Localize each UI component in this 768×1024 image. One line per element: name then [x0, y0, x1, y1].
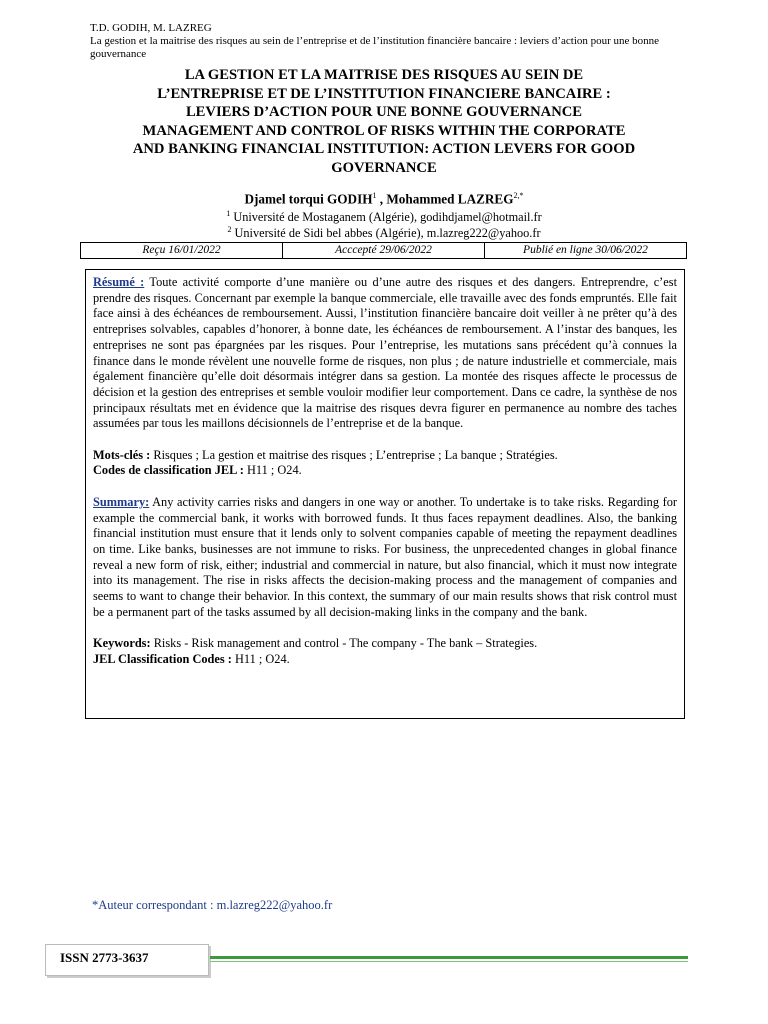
- resume-text: Toute activité comporte d’une manière ou d’une autre des risques et des dangers. Entreprendre, c’est prendre des risques. Concernant par exemple la banque commerciale, elle travaille avec des fonds empruntés. Elle fait face ainsi à des échéances de remboursement. Aussi, l’institution financière bancaire doit veiller à ne prêter qu’à des entreprises solvables, capables d’honorer, à bonne date, les échéances de remboursement. A l’instar des banques, les entreprises ne sont pas épargnées par les risques. Pour l’entreprise, les mutations sans précédent qu’à connues la finance dans le monde révèlent une nouvelle forme de risques, non plus ; de nature industrielle et commerciale, mais également financière qu’elle doit désormais intégrer dans sa gestion. La montée des risques affecte le processus de décision et la gestion des entreprises et semble vouloir modifier leur comportement. Dans ce cadre, la synthèse de nos principaux résultats met en évidence que la maitrise des risques devra figurer en permanence au nombre des taches assumées par tous les maillons décisionnels de l’entreprise et de la banque.: [93, 275, 677, 431]
- corresponding-author: *Auteur correspondant : m.lazreg222@yahoo.fr: [92, 898, 333, 912]
- resume-keywords: [93, 448, 677, 464]
- header-authors: T.D. GODIH, M. LAZREG: [90, 22, 212, 34]
- affiliation-2-sup: 2: [227, 225, 232, 234]
- resume-jel: [93, 463, 677, 479]
- footer-rule: [210, 956, 688, 959]
- affiliation-2: [80, 225, 688, 241]
- affiliation-2-text: Université de Sidi bel abbes (Algérie), m.lazreg222@yahoo.fr: [234, 226, 541, 241]
- title-en-line2: AND BANKING FINANCIAL INSTITUTION: ACTION LEVERS FOR GOOD: [132, 141, 636, 157]
- date-accepted: Acccepté 29/06/2022: [282, 243, 484, 258]
- resume-jel-text: H11 ; O24.: [243, 463, 302, 478]
- author-1: Djamel torqui GODIH: [244, 191, 373, 207]
- issn-label: ISSN 2773-3637: [60, 950, 149, 965]
- title-fr-line3: LEVIERS D’ACTION POUR UNE BONNE GOUVERNANCE: [185, 104, 583, 120]
- article-title: [80, 66, 688, 177]
- author-2: Mohammed LAZREG: [386, 191, 514, 207]
- author-list: [80, 191, 688, 207]
- resume-label: Résumé :: [93, 275, 145, 289]
- summary-jel-label: JEL Classification Codes :: [93, 651, 232, 666]
- summary-jel: [93, 652, 677, 668]
- header-subtitle: La gestion et la maitrise des risques au sein de l’entreprise et de l’institution financière bancaire : leviers d’action pour une bonne gouvernance: [90, 35, 660, 60]
- author-1-sup: 1: [372, 191, 377, 200]
- date-received: Reçu 16/01/2022: [142, 244, 221, 256]
- resume-paragraph: [93, 275, 677, 432]
- affiliation-1-text: Université de Mostaganem (Algérie), godihdjamel@hotmail.fr: [233, 210, 542, 225]
- resume-jel-label: Codes de classification JEL :: [93, 463, 244, 478]
- summary-label: Summary:: [93, 494, 150, 509]
- footer-rule-thin: [210, 961, 688, 962]
- affiliation-1: [80, 209, 688, 225]
- running-header: [90, 22, 710, 61]
- summary-jel-text: H11 ; O24.: [231, 651, 290, 666]
- summary-keywords-label: Keywords:: [93, 636, 151, 651]
- dates-table: [80, 242, 687, 259]
- summary-keywords-text: Risks - Risk management and control - The company - The bank – Strategies.: [150, 636, 538, 651]
- title-fr-line1: LA GESTION ET LA MAITRISE DES RISQUES AU SEIN DE: [184, 67, 584, 83]
- title-en-line3: GOVERNANCE: [331, 159, 437, 176]
- author-separator: ,: [376, 191, 387, 207]
- title-en-line1: MANAGEMENT AND CONTROL OF RISKS WITHIN THE CORPORATE: [142, 122, 626, 139]
- title-fr-line2: L’ENTREPRISE ET DE L’INSTITUTION FINANCIERE BANCAIRE :: [157, 85, 611, 102]
- summary-text: Any activity carries risks and dangers in one way or another. To undertake is to take risks. Regarding for example the commercial bank, it works with borrowed funds. It thus faces repayment deadlines. Also, the banking financial institution must ensure that it lends only to solvent companies capable of meeting the repayment deadlines on time. Like banks, businesses are not immune to risks. For business, the unprecedented changes in global finance reveal a new form of risk, either; industrial and commercial in nature, but also financial, which it must now integrate into its management. The rise in risks affects the decision-making process and the management of companies and seems to want to change their behavior. In this context, the summary of our main results shows that risk control must be a permanent part of the tasks assumed by all decision-making links in the company and the bank.: [93, 494, 677, 619]
- date-published: Publié en ligne 30/06/2022: [484, 243, 686, 258]
- affiliation-1-sup: 1: [226, 209, 231, 218]
- summary-keywords: [93, 636, 677, 652]
- resume-keywords-label: Mots-clés :: [93, 447, 151, 462]
- abstract-box: [85, 269, 685, 719]
- summary-paragraph: [93, 495, 677, 621]
- author-2-sup: 2,*: [513, 191, 524, 200]
- resume-keywords-text: Risques ; La gestion et maitrise des risques ; L’entreprise ; La banque ; Stratégies.: [150, 447, 558, 462]
